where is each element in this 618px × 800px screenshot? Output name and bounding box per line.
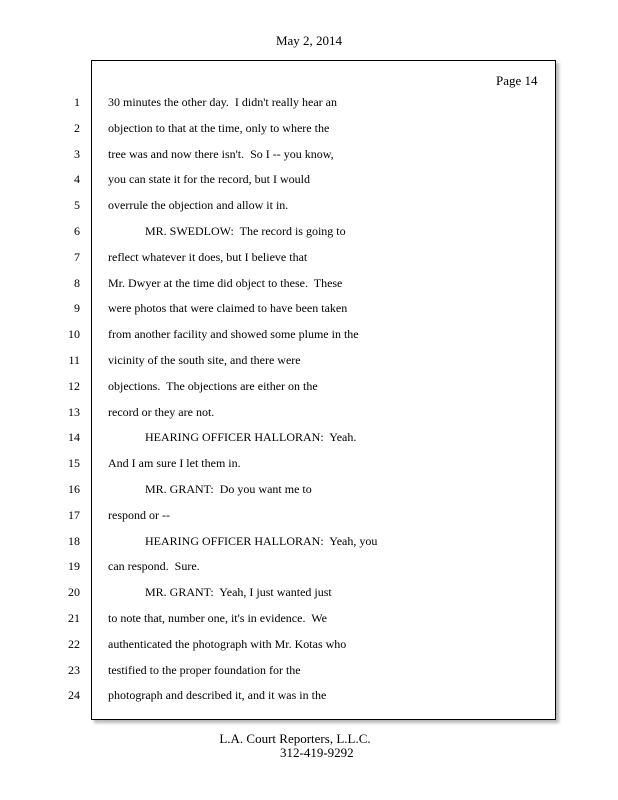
line-number: 7 bbox=[74, 249, 80, 264]
line-number: 23 bbox=[68, 662, 80, 677]
line-text: can respond. Sure. bbox=[108, 559, 200, 574]
line-number: 20 bbox=[68, 585, 80, 600]
line-text: testified to the proper foundation for the bbox=[108, 662, 301, 677]
line-text: respond or -- bbox=[108, 507, 170, 522]
line-text: you can state it for the record, but I would bbox=[108, 172, 310, 187]
line-number: 24 bbox=[68, 688, 80, 703]
line-number: 16 bbox=[68, 482, 80, 496]
page-number: Page 14 bbox=[496, 73, 538, 88]
line-number: 18 bbox=[68, 533, 80, 548]
line-text: HEARING OFFICER HALLORAN: Yeah, you bbox=[145, 533, 378, 548]
line-number: 22 bbox=[68, 636, 80, 651]
line-number: 12 bbox=[68, 378, 80, 393]
line-number: 14 bbox=[68, 430, 80, 445]
line-number: 10 bbox=[68, 327, 80, 342]
line-text: overrule the objection and allow it in. bbox=[108, 198, 289, 213]
line-number: 21 bbox=[68, 611, 80, 625]
line-number: 2 bbox=[74, 120, 80, 135]
line-text: objections. The objections are either on the bbox=[108, 378, 318, 393]
footer-phone: 312-419-9292 bbox=[280, 745, 354, 760]
line-text: 30 minutes the other day. I didn't really hear an bbox=[108, 95, 337, 109]
line-text: objection to that at the time, only to where the bbox=[108, 120, 330, 135]
line-text: MR. SWEDLOW: The record is going to bbox=[145, 224, 346, 238]
line-number: 1 bbox=[74, 95, 80, 109]
line-text: were photos that were claimed to have been taken bbox=[108, 301, 348, 316]
line-text: authenticated the photograph with Mr. Kotas who bbox=[108, 636, 347, 651]
line-number: 3 bbox=[74, 146, 80, 161]
line-text: from another facility and showed some plume in the bbox=[108, 327, 359, 342]
line-number: 15 bbox=[68, 456, 80, 471]
line-text: tree was and now there isn't. So I -- you know, bbox=[108, 146, 334, 161]
line-number: 17 bbox=[68, 507, 80, 522]
line-number: 9 bbox=[74, 301, 80, 316]
line-text: MR. GRANT: Do you want me to bbox=[145, 482, 312, 496]
line-number: 6 bbox=[74, 224, 80, 238]
line-number: 8 bbox=[74, 275, 80, 290]
line-text: MR. GRANT: Yeah, I just wanted just bbox=[145, 585, 332, 600]
line-text: photograph and described it, and it was in the bbox=[108, 688, 327, 703]
line-text: to note that, number one, it's in evidence. We bbox=[108, 611, 327, 625]
line-text: HEARING OFFICER HALLORAN: Yeah. bbox=[145, 430, 357, 445]
line-text: Mr. Dwyer at the time did object to these. These bbox=[108, 275, 343, 290]
line-number: 5 bbox=[74, 198, 80, 213]
line-number: 13 bbox=[68, 404, 80, 419]
date-header: May 2, 2014 bbox=[275, 33, 343, 48]
line-number: 11 bbox=[68, 353, 80, 367]
line-number: 19 bbox=[68, 559, 80, 574]
line-text: record or they are not. bbox=[108, 404, 215, 419]
line-text: And I am sure I let them in. bbox=[108, 456, 241, 471]
line-number: 4 bbox=[74, 172, 80, 187]
line-text: reflect whatever it does, but I believe that bbox=[108, 249, 308, 264]
footer-company: L.A. Court Reporters, L.L.C. bbox=[219, 731, 371, 746]
line-text: vicinity of the south site, and there were bbox=[108, 353, 301, 367]
